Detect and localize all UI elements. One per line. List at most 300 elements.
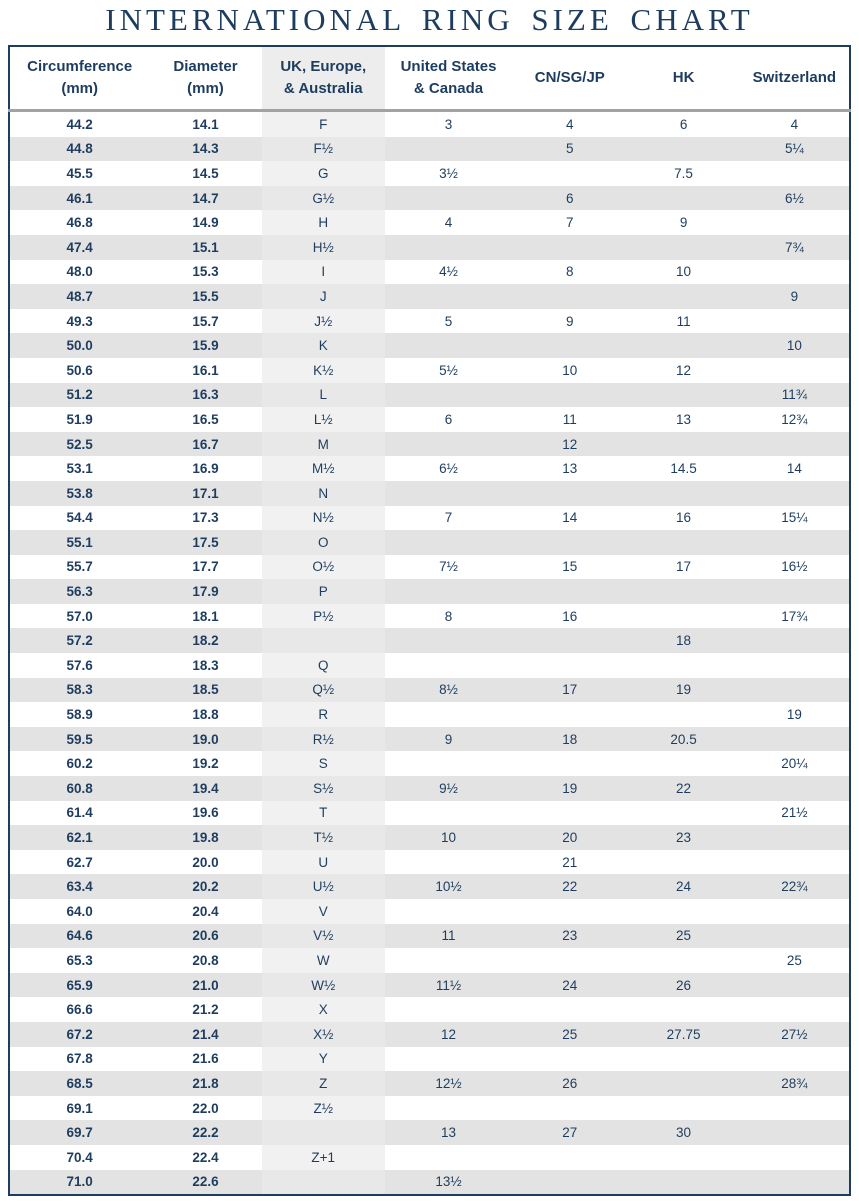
cell-circumference-mm: 49.3 [9,309,149,334]
cell-us-canada [385,137,512,162]
cell-switzerland [740,260,850,285]
cell-us-canada [385,899,512,924]
table-row [9,727,850,752]
cell-hk: 9 [627,210,739,235]
cell-switzerland: 10 [740,333,850,358]
cell-us-canada: 5½ [385,358,512,383]
table-header [9,46,850,111]
cell-circumference-mm: 60.8 [9,776,149,801]
cell-switzerland: 28¾ [740,1071,850,1096]
cell-hk: 24 [627,874,739,899]
cell-hk [627,1047,739,1072]
table-row [9,111,850,137]
cell-circumference-mm: 50.0 [9,333,149,358]
cell-hk [627,1170,739,1196]
cell-diameter-mm: 20.2 [149,874,261,899]
table-row [9,284,850,309]
cell-circumference-mm: 70.4 [9,1145,149,1170]
cell-cn-sg-jp [512,702,627,727]
cell-circumference-mm: 64.6 [9,924,149,949]
cell-switzerland [740,973,850,998]
cell-circumference-mm: 48.0 [9,260,149,285]
cell-switzerland [740,850,850,875]
cell-diameter-mm: 19.8 [149,825,261,850]
cell-diameter-mm: 22.6 [149,1170,261,1196]
cell-diameter-mm: 16.5 [149,407,261,432]
cell-uk-europe-australia: V [262,899,385,924]
header-row [9,46,850,111]
cell-diameter-mm: 21.2 [149,997,261,1022]
cell-hk [627,432,739,457]
cell-diameter-mm: 20.8 [149,948,261,973]
cell-circumference-mm: 47.4 [9,235,149,260]
cell-uk-europe-australia: N [262,481,385,506]
column-header-line2: (mm) [187,80,224,97]
cell-uk-europe-australia: L½ [262,407,385,432]
cell-cn-sg-jp [512,235,627,260]
cell-us-canada [385,628,512,653]
cell-circumference-mm: 69.1 [9,1096,149,1121]
table-row [9,210,850,235]
cell-hk [627,530,739,555]
cell-uk-europe-australia: Z+1 [262,1145,385,1170]
cell-uk-europe-australia: M [262,432,385,457]
cell-uk-europe-australia: N½ [262,506,385,531]
table-row [9,997,850,1022]
cell-us-canada: 13½ [385,1170,512,1196]
cell-circumference-mm: 56.3 [9,579,149,604]
cell-us-canada: 9½ [385,776,512,801]
column-header-line1: HK [672,69,695,87]
column-header-line1: United States [400,58,497,76]
cell-diameter-mm: 20.4 [149,899,261,924]
cell-hk [627,702,739,727]
cell-hk [627,1071,739,1096]
table-row [9,383,850,408]
cell-uk-europe-australia: Q [262,653,385,678]
table-row [9,751,850,776]
table-row [9,604,850,629]
table-row [9,874,850,899]
cell-cn-sg-jp: 8 [512,260,627,285]
cell-switzerland [740,481,850,506]
cell-us-canada: 4 [385,210,512,235]
cell-diameter-mm: 18.1 [149,604,261,629]
cell-cn-sg-jp [512,284,627,309]
column-header-line2: & Canada [413,80,484,97]
cell-uk-europe-australia: V½ [262,924,385,949]
cell-uk-europe-australia: F½ [262,137,385,162]
column-header-line1: Circumference [27,58,133,76]
cell-switzerland [740,924,850,949]
cell-cn-sg-jp: 20 [512,825,627,850]
cell-diameter-mm: 15.7 [149,309,261,334]
cell-cn-sg-jp [512,161,627,186]
cell-switzerland: 15¼ [740,506,850,531]
cell-hk [627,1096,739,1121]
cell-diameter-mm: 14.5 [149,161,261,186]
cell-uk-europe-australia: P [262,579,385,604]
cell-uk-europe-australia: K½ [262,358,385,383]
cell-diameter-mm: 18.8 [149,702,261,727]
cell-us-canada [385,579,512,604]
cell-uk-europe-australia: W [262,948,385,973]
cell-us-canada [385,997,512,1022]
cell-uk-europe-australia: O [262,530,385,555]
cell-us-canada: 12½ [385,1071,512,1096]
column-header-uk-europe-australia [262,46,385,111]
cell-us-canada [385,235,512,260]
table-row [9,653,850,678]
cell-uk-europe-australia: J [262,284,385,309]
cell-switzerland [740,899,850,924]
table-row [9,161,850,186]
cell-hk [627,604,739,629]
cell-cn-sg-jp: 11 [512,407,627,432]
cell-switzerland [740,825,850,850]
table-row [9,260,850,285]
cell-cn-sg-jp [512,383,627,408]
cell-hk [627,899,739,924]
cell-diameter-mm: 21.4 [149,1022,261,1047]
cell-circumference-mm: 51.9 [9,407,149,432]
cell-switzerland: 12¾ [740,407,850,432]
table-row [9,776,850,801]
cell-circumference-mm: 67.8 [9,1047,149,1072]
cell-cn-sg-jp: 7 [512,210,627,235]
cell-diameter-mm: 22.4 [149,1145,261,1170]
cell-diameter-mm: 16.9 [149,456,261,481]
cell-uk-europe-australia: P½ [262,604,385,629]
cell-us-canada: 13 [385,1120,512,1145]
cell-uk-europe-australia: H½ [262,235,385,260]
cell-us-canada [385,1096,512,1121]
cell-uk-europe-australia: H [262,210,385,235]
column-header-diameter-mm [149,46,261,111]
cell-uk-europe-australia: Q½ [262,678,385,703]
column-header-line1: CN/SG/JP [534,69,605,87]
cell-us-canada [385,1145,512,1170]
table-row [9,506,850,531]
cell-circumference-mm: 44.8 [9,137,149,162]
cell-diameter-mm: 14.1 [149,111,261,137]
cell-us-canada [385,186,512,211]
cell-circumference-mm: 52.5 [9,432,149,457]
cell-uk-europe-australia: G½ [262,186,385,211]
cell-cn-sg-jp [512,579,627,604]
cell-diameter-mm: 21.0 [149,973,261,998]
cell-circumference-mm: 68.5 [9,1071,149,1096]
cell-us-canada: 7 [385,506,512,531]
cell-switzerland: 9 [740,284,850,309]
cell-us-canada: 10 [385,825,512,850]
cell-cn-sg-jp [512,628,627,653]
cell-cn-sg-jp: 19 [512,776,627,801]
table-row [9,1120,850,1145]
cell-switzerland: 7¾ [740,235,850,260]
cell-circumference-mm: 57.0 [9,604,149,629]
column-header-line1: Diameter [173,58,238,76]
cell-us-canada [385,481,512,506]
cell-cn-sg-jp: 25 [512,1022,627,1047]
table-row [9,186,850,211]
cell-us-canada: 6 [385,407,512,432]
cell-switzerland [740,727,850,752]
cell-circumference-mm: 61.4 [9,801,149,826]
cell-uk-europe-australia: U½ [262,874,385,899]
cell-us-canada: 7½ [385,555,512,580]
cell-diameter-mm: 18.5 [149,678,261,703]
cell-circumference-mm: 60.2 [9,751,149,776]
cell-diameter-mm: 19.4 [149,776,261,801]
cell-hk: 23 [627,825,739,850]
cell-circumference-mm: 69.7 [9,1120,149,1145]
cell-switzerland [740,530,850,555]
cell-uk-europe-australia: T [262,801,385,826]
table-row [9,137,850,162]
cell-circumference-mm: 67.2 [9,1022,149,1047]
cell-diameter-mm: 19.6 [149,801,261,826]
cell-hk: 7.5 [627,161,739,186]
cell-hk: 10 [627,260,739,285]
cell-us-canada: 11 [385,924,512,949]
cell-circumference-mm: 64.0 [9,899,149,924]
cell-circumference-mm: 51.2 [9,383,149,408]
cell-us-canada: 8 [385,604,512,629]
cell-circumference-mm: 55.1 [9,530,149,555]
table-row [9,1170,850,1196]
cell-cn-sg-jp [512,333,627,358]
cell-hk [627,235,739,260]
column-header-line2: & Australia [283,80,363,97]
column-header-hk [627,46,739,111]
cell-cn-sg-jp: 9 [512,309,627,334]
cell-switzerland: 4 [740,111,850,137]
cell-switzerland: 11¾ [740,383,850,408]
cell-switzerland [740,432,850,457]
cell-hk: 11 [627,309,739,334]
cell-uk-europe-australia: Z [262,1071,385,1096]
cell-diameter-mm: 17.1 [149,481,261,506]
table-row [9,432,850,457]
cell-circumference-mm: 57.2 [9,628,149,653]
cell-circumference-mm: 46.1 [9,186,149,211]
cell-hk [627,997,739,1022]
cell-uk-europe-australia: L [262,383,385,408]
cell-cn-sg-jp: 6 [512,186,627,211]
cell-hk [627,333,739,358]
table-row [9,973,850,998]
cell-cn-sg-jp: 13 [512,456,627,481]
cell-diameter-mm: 16.1 [149,358,261,383]
cell-us-canada [385,383,512,408]
cell-uk-europe-australia: G [262,161,385,186]
cell-circumference-mm: 48.7 [9,284,149,309]
cell-switzerland [740,997,850,1022]
cell-switzerland [740,776,850,801]
cell-switzerland [740,358,850,383]
cell-circumference-mm: 58.3 [9,678,149,703]
cell-cn-sg-jp: 14 [512,506,627,531]
cell-switzerland [740,628,850,653]
cell-cn-sg-jp: 17 [512,678,627,703]
table-row [9,801,850,826]
cell-switzerland [740,1145,850,1170]
cell-us-canada [385,751,512,776]
cell-circumference-mm: 54.4 [9,506,149,531]
cell-circumference-mm: 57.6 [9,653,149,678]
cell-diameter-mm: 14.3 [149,137,261,162]
cell-hk [627,186,739,211]
cell-circumference-mm: 62.7 [9,850,149,875]
cell-switzerland: 21½ [740,801,850,826]
cell-diameter-mm: 22.2 [149,1120,261,1145]
cell-hk [627,284,739,309]
cell-circumference-mm: 55.7 [9,555,149,580]
table-row [9,235,850,260]
cell-switzerland: 20¼ [740,751,850,776]
cell-circumference-mm: 46.8 [9,210,149,235]
cell-us-canada [385,702,512,727]
cell-cn-sg-jp: 4 [512,111,627,137]
table-row [9,481,850,506]
table-row [9,358,850,383]
cell-switzerland: 16½ [740,555,850,580]
table-row [9,1071,850,1096]
cell-cn-sg-jp [512,481,627,506]
cell-uk-europe-australia [262,628,385,653]
column-header-cn-sg-jp [512,46,627,111]
page-title: INTERNATIONAL RING SIZE CHART [105,2,754,37]
cell-diameter-mm: 15.5 [149,284,261,309]
cell-uk-europe-australia: R [262,702,385,727]
cell-switzerland [740,1096,850,1121]
table-body [9,111,850,1196]
cell-hk: 12 [627,358,739,383]
cell-diameter-mm: 14.7 [149,186,261,211]
cell-us-canada [385,801,512,826]
cell-cn-sg-jp: 26 [512,1071,627,1096]
table-row [9,702,850,727]
cell-circumference-mm: 59.5 [9,727,149,752]
cell-cn-sg-jp [512,1096,627,1121]
cell-us-canada: 4½ [385,260,512,285]
column-header-circumference-mm [9,46,149,111]
cell-circumference-mm: 45.5 [9,161,149,186]
cell-switzerland: 22¾ [740,874,850,899]
cell-hk: 17 [627,555,739,580]
cell-diameter-mm: 18.2 [149,628,261,653]
cell-diameter-mm: 18.3 [149,653,261,678]
cell-us-canada: 11½ [385,973,512,998]
cell-us-canada: 8½ [385,678,512,703]
cell-cn-sg-jp [512,1145,627,1170]
cell-uk-europe-australia: R½ [262,727,385,752]
table-row [9,407,850,432]
cell-uk-europe-australia: Y [262,1047,385,1072]
cell-circumference-mm: 50.6 [9,358,149,383]
cell-hk: 13 [627,407,739,432]
cell-cn-sg-jp: 23 [512,924,627,949]
cell-uk-europe-australia: U [262,850,385,875]
cell-diameter-mm: 19.2 [149,751,261,776]
ring-size-table [8,45,851,1196]
cell-us-canada: 9 [385,727,512,752]
cell-cn-sg-jp [512,997,627,1022]
cell-uk-europe-australia: T½ [262,825,385,850]
table-row [9,456,850,481]
cell-diameter-mm: 21.6 [149,1047,261,1072]
cell-us-canada [385,284,512,309]
cell-cn-sg-jp: 18 [512,727,627,752]
cell-cn-sg-jp [512,653,627,678]
cell-uk-europe-australia [262,1120,385,1145]
table-row [9,1096,850,1121]
table-row [9,850,850,875]
cell-switzerland [740,210,850,235]
table-row [9,309,850,334]
cell-cn-sg-jp [512,801,627,826]
cell-us-canada [385,1047,512,1072]
cell-hk [627,653,739,678]
table-row [9,678,850,703]
cell-us-canada: 12 [385,1022,512,1047]
cell-uk-europe-australia: W½ [262,973,385,998]
cell-hk: 30 [627,1120,739,1145]
table-row [9,924,850,949]
cell-switzerland: 17¾ [740,604,850,629]
cell-cn-sg-jp: 12 [512,432,627,457]
cell-us-canada: 3 [385,111,512,137]
cell-circumference-mm: 65.3 [9,948,149,973]
cell-diameter-mm: 15.9 [149,333,261,358]
table-row [9,1047,850,1072]
cell-circumference-mm: 63.4 [9,874,149,899]
cell-hk [627,137,739,162]
cell-us-canada [385,850,512,875]
cell-cn-sg-jp [512,1047,627,1072]
cell-circumference-mm: 44.2 [9,111,149,137]
cell-uk-europe-australia: Z½ [262,1096,385,1121]
cell-diameter-mm: 20.6 [149,924,261,949]
cell-us-canada [385,653,512,678]
cell-us-canada: 6½ [385,456,512,481]
cell-uk-europe-australia: S [262,751,385,776]
cell-diameter-mm: 21.8 [149,1071,261,1096]
table-row [9,1022,850,1047]
table-row [9,899,850,924]
cell-hk [627,383,739,408]
column-header-line1: UK, Europe, [280,58,367,76]
cell-diameter-mm: 16.7 [149,432,261,457]
cell-us-canada: 5 [385,309,512,334]
cell-uk-europe-australia [262,1170,385,1196]
cell-hk: 6 [627,111,739,137]
cell-circumference-mm: 58.9 [9,702,149,727]
cell-cn-sg-jp: 16 [512,604,627,629]
cell-circumference-mm: 53.8 [9,481,149,506]
cell-cn-sg-jp: 24 [512,973,627,998]
cell-cn-sg-jp: 10 [512,358,627,383]
table-row [9,530,850,555]
cell-cn-sg-jp [512,1170,627,1196]
cell-cn-sg-jp: 27 [512,1120,627,1145]
cell-diameter-mm: 15.1 [149,235,261,260]
cell-diameter-mm: 17.3 [149,506,261,531]
cell-diameter-mm: 15.3 [149,260,261,285]
cell-switzerland: 14 [740,456,850,481]
cell-switzerland [740,1047,850,1072]
